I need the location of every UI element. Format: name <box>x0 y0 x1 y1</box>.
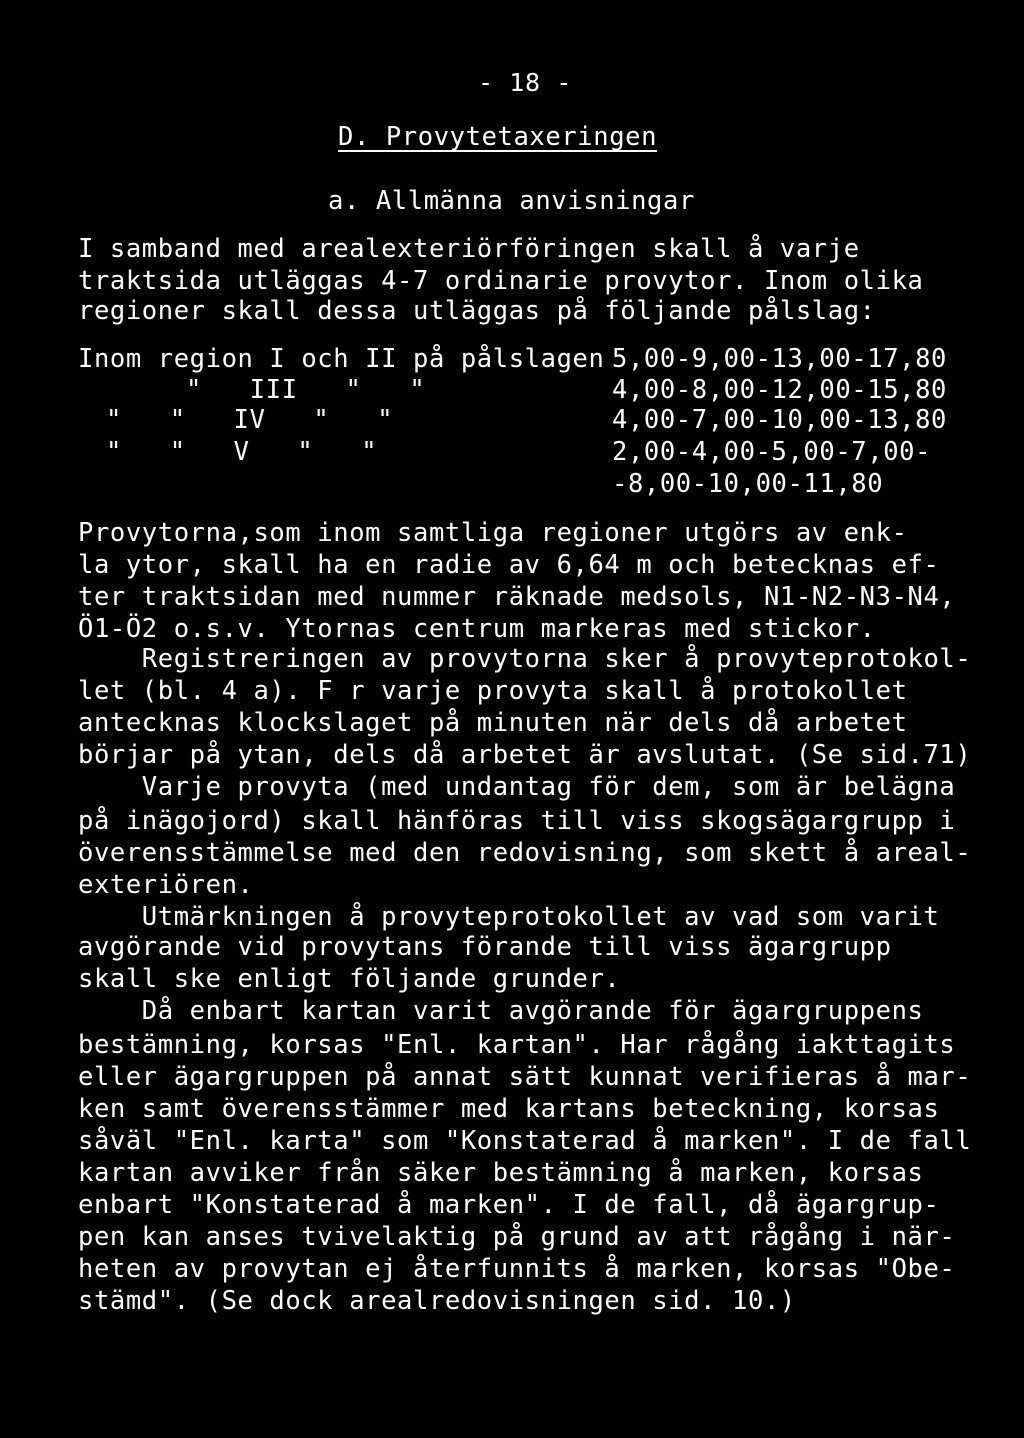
body-line: Provytorna,som inom samtliga regioner utgörs av enk- <box>78 518 908 548</box>
intro-line: regioner skall dessa utläggas på följande pålslag: <box>78 296 876 326</box>
intro-line: traktsida utläggas 4-7 ordinarie provytor. Inom olika <box>78 266 924 296</box>
body-line: ken samt överensstämmer med kartans beteckning, korsas <box>78 1094 940 1124</box>
body-line: börjar på ytan, dels då arbetet är avslutat. (Se sid.71) <box>78 740 972 770</box>
body-line: stämd". (Se dock arealredovisningen sid. 10.) <box>78 1286 796 1316</box>
body-line: skall ske enligt följande grunder. <box>78 964 621 994</box>
region-row-label: " " V " " <box>106 437 378 467</box>
intro-line: I samband med arealexteriörföringen skall å varje <box>78 234 860 264</box>
region-row-values: 4,00-8,00-12,00-15,80 <box>612 375 947 405</box>
body-line: Då enbart kartan varit avgörande för ägargruppens <box>78 996 924 1026</box>
region-row-label: " III " " <box>186 375 426 405</box>
body-line: Registreringen av provytorna sker å provyteprotokol- <box>78 644 972 674</box>
region-row-label: " " IV " " <box>106 405 394 435</box>
body-line: överensstämmelse med den redovisning, som skett å areal- <box>78 838 972 868</box>
body-line: ter traktsidan med nummer räknade medsols, N1-N2-N3-N4, <box>78 582 956 612</box>
body-line: såväl "Enl. karta" som "Konstaterad å marken". I de fall <box>78 1126 972 1156</box>
region-row-values: -8,00-10,00-11,80 <box>612 469 884 499</box>
body-line: enbart "Konstaterad å marken". I de fall, då ägargrup- <box>78 1190 940 1220</box>
region-row-values: 2,00-4,00-5,00-7,00- <box>612 437 932 467</box>
region-row-label: Inom region I och II på pålslagen <box>78 344 605 374</box>
body-line: Varje provyta (med undantag för dem, som är belägna <box>78 772 956 802</box>
body-line: Utmärkningen å provyteprotokollet av vad som varit <box>78 902 940 932</box>
body-line: eller ägargruppen på annat sätt kunnat verifieras å mar- <box>78 1062 972 1092</box>
region-row-values: 5,00-9,00-13,00-17,80 <box>612 344 947 374</box>
body-line: antecknas klockslaget på minuten när dels då arbetet <box>78 708 908 738</box>
body-line: bestämning, korsas "Enl. kartan". Har rågång iakttagits <box>78 1030 956 1060</box>
body-line: exteriören. <box>78 870 254 900</box>
body-line: kartan avviker från säker bestämning å marken, korsas <box>78 1158 924 1188</box>
body-line: på inägojord) skall hänföras till viss skogsägargrupp i <box>78 806 956 836</box>
body-line: Ö1-Ö2 o.s.v. Ytornas centrum markeras med stickor. <box>78 614 876 644</box>
page-number: - 18 - <box>478 68 572 97</box>
body-line: let (bl. 4 a). F r varje provyta skall å protokollet <box>78 676 908 706</box>
subsection-heading: a. Allmänna anvisningar <box>328 186 695 216</box>
region-row-values: 4,00-7,00-10,00-13,80 <box>612 405 947 435</box>
body-line: la ytor, skall ha en radie av 6,64 m och betecknas ef- <box>78 550 940 580</box>
body-line: heten av provytan ej återfunnits å marken, korsas "Obe- <box>78 1254 956 1284</box>
body-line: avgörande vid provytans förande till viss ägargrupp <box>78 932 892 962</box>
body-line: pen kan anses tvivelaktig på grund av att rågång i när- <box>78 1222 956 1252</box>
section-heading: D. Provytetaxeringen <box>338 122 658 152</box>
